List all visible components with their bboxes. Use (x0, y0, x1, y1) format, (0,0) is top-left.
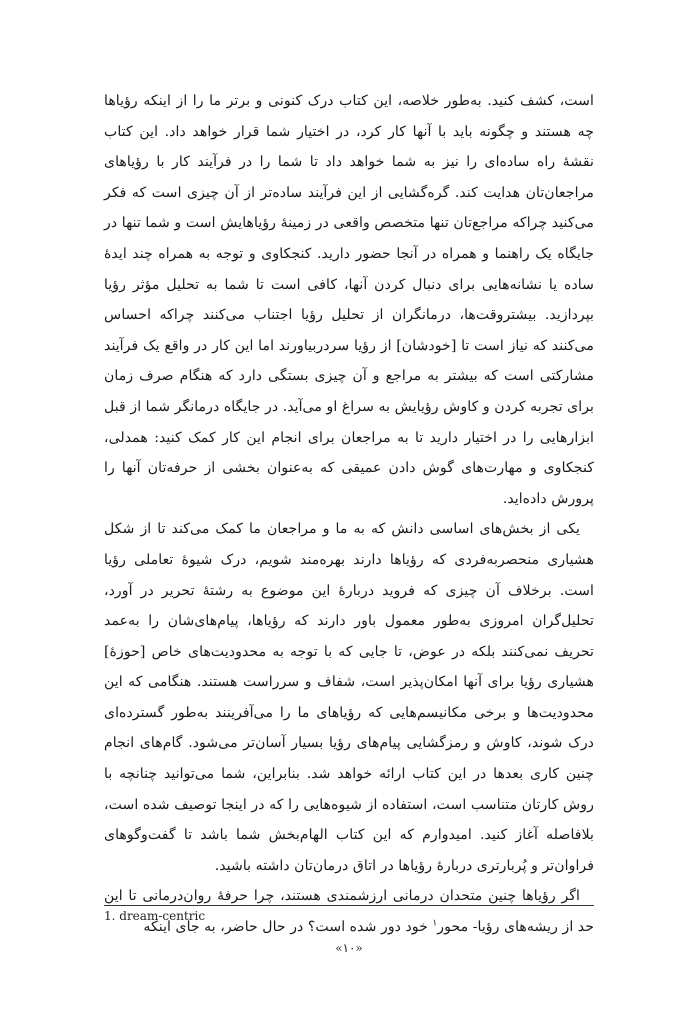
page-number: «۱۰» (335, 941, 363, 955)
footnote: 1. dream-centric (104, 909, 206, 923)
body-text (104, 86, 594, 943)
paragraph-3-start: اگر رؤیاها چنین متحدان درمانی ارزشمندی هستند، چرا حرفهٔ روان‌درمانی تا این حد از ریشه‌های رؤیا- محور (104, 888, 594, 936)
paragraph-2: یکی از بخش‌های اساسی دانش که به ما و مراجعان ما کمک می‌کند تا از شکل هشیاری منحصربه‌فردی که رؤیاها دارند بهره‌مند شویم، درک شیوهٔ تعاملی رؤیا است. برخلاف آن چیزی که فروید دربارهٔ این موضوع به رشتهٔ تحریر در آورد، تحلیل‌گران امروزی به‌طور معمول باور دارند که رؤیاها، پیام‌های‌شان را به‌عمد تحریف نمی‌کنند بلکه در عوض، تا جایی که با توجه به محدودیت‌های خاص [حوزهٔ] هشیاری رؤیا برای آنها امکان‌پذیر است، شفاف و سرراست هستند. هنگامی که این محدودیت‌ها و برخی مکانیسم‌هایی که رؤیاهای ما را می‌آفرینند به‌طور گسترده‌ای درک شوند، کاوش و رمزگشایی پیام‌های رؤیا بسیار آسان‌تر می‌شود. گام‌های انجام چنین کاری بعدها در این کتاب ارائه خواهد شد. بنابراین، شما می‌توانید چنانچه با روش کارتان متناسب است، استفاده از شیوه‌هایی را که در اینجا توصیف شده است، بلافاصله آغاز کنید. امیدوارم که این کتاب الهام‌بخش شما باشد تا گفت‌وگوهای فراوان‌تر و پُربارتری دربارهٔ رؤیاها در اتاق درمان‌تان داشته باشید. (104, 521, 594, 874)
footnote-marker: ۱ (432, 918, 438, 929)
paragraph-3-end: خود دور شده است؟ در حال حاضر، به جای اینکه (143, 919, 433, 936)
footnote-rule (104, 905, 594, 906)
paragraph-1: است، کشف کنید. به‌طور خلاصه، این کتاب درک کنونی و برتر ما را از اینکه رؤیاها چه هستند و چگونه باید با آنها کار کرد، در اختیار شما قرار خواهد داد. این کتاب نقشهٔ راه ساده‌ای را نیز به شما خواهد داد تا شما را در فرآیند کار با رؤیاهای مراجعان‌تان هدایت کند. گره‌گشایی از این فرآیند ساده‌تر از آن چیزی است که فکر می‌کنید چراکه مراجع‌تان تنها متخصص واقعی در زمینهٔ رؤیاهایش است و شما تنها در جایگاه یک راهنما و همراه در آنجا حضور دارید. کنجکاوی و توجه به همراه چند ایدهٔ ساده یا نشانه‌هایی برای دنبال کردن آنها، کافی است تا شما به تحلیل مؤثر رؤیا بپردازید. بیشتروقت‌ها، درمانگران از تحلیل رؤیا اجتناب می‌کنند چراکه احساس می‌کنند که نیاز است تا [خودشان] از رؤیا سردربیاورند اما این کار در واقع یک فرآیند مشارکتی است که بیشتر به مراجع و آن چیزی بستگی دارد که هنگام صرف زمان برای تجربه کردن و کاوش رؤیایش به سراغ او می‌آید. در جایگاه درمانگر شما از قبل ابزارهایی را در اختیار دارید تا به مراجعان برای انجام این کار کمک کنید: همدلی، کنجکاوی و مهارت‌های گوش دادن عمیقی که به‌عنوان بخشی از حرفه‌تان آنها را پرورش داده‌اید. (104, 93, 594, 507)
